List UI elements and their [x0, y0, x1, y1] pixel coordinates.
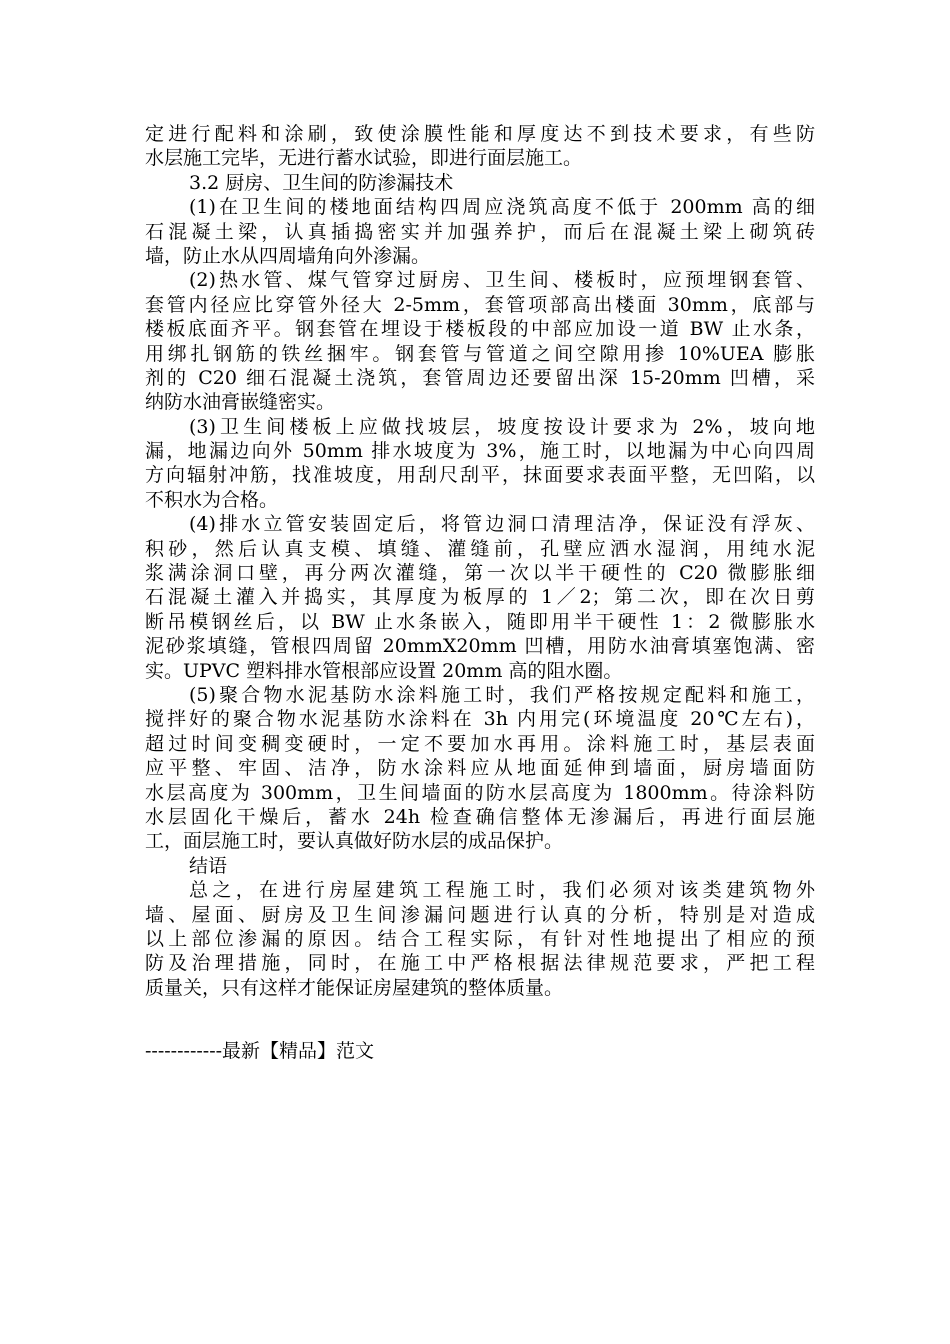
text-line: 防及治理措施，同时，在施工中严格根据法律规范要求，严把工程	[145, 952, 815, 975]
text-line: (2)热水管、煤气管穿过厨房、卫生间、楼板时，应预埋钢套管、	[189, 269, 815, 292]
text-line: 工，面层施工时，要认真做好防水层的成品保护。	[145, 830, 564, 853]
text-line: 超过时间变稠变硬时，一定不要加水再用。涂料施工时，基层表面	[145, 732, 815, 755]
text-line: 楼板底面齐平。钢套管在埋设于楼板段的中部应加设一道 BW 止水条，	[145, 318, 815, 341]
text-line: 套管内径应比穿管外径大 2-5mm，套管项部高出楼面 30mm，底部与	[145, 293, 815, 316]
page-footer: ------------最新【精品】范文	[145, 1040, 375, 1062]
document-body	[145, 122, 815, 1000]
text-line: 积砂，然后认真支模、填缝、灌缝前，孔壁应洒水湿润，用纯水泥	[145, 537, 815, 560]
text-line: 搅拌好的聚合物水泥基防水涂料在 3h 内用完(环境温度 20℃左右)，	[145, 708, 815, 731]
text-line: 不积水为合格。	[145, 488, 279, 511]
text-line: 纳防水油膏嵌缝密实。	[145, 391, 336, 414]
text-line: 浆满涂洞口壁，再分两次灌缝，第一次以半干硬性的 C20 微膨胀细	[145, 562, 815, 585]
text-line: 实。UPVC 塑料排水管根部应设置 20mm 高的阻水圈。	[145, 659, 623, 682]
text-line: 水层固化干燥后，蓄水 24h 检查确信整体无渗漏后，再进行面层施	[145, 805, 815, 828]
text-line: (5)聚合物水泥基防水涂料施工时，我们严格按规定配料和施工，	[189, 683, 815, 706]
text-line: 水层施工完毕，无进行蓄水试验，即进行面层施工。	[145, 147, 583, 170]
text-line: (4)排水立管安装固定后，将管边洞口清理洁净，保证没有浮灰、	[189, 513, 815, 536]
text-line: 断吊模钢丝后，以 BW 止水条嵌入，随即用半干硬性 1：2 微膨胀水	[145, 610, 815, 633]
text-line: 方向辐射冲筋，找准坡度，用刮尺刮平，抹面要求表面平整，无凹陷，以	[145, 464, 815, 487]
text-line: 漏，地漏边向外 50mm 排水坡度为 3%，施工时，以地漏为中心向四周	[145, 440, 815, 463]
text-line: 泥砂浆填缝，管根四周留 20mmX20mm 凹槽，用防水油膏填塞饱满、密	[145, 635, 815, 658]
text-line: 以上部位渗漏的原因。结合工程实际，有针对性地提出了相应的预	[145, 927, 815, 950]
text-line: (3)卫生间楼板上应做找坡层，坡度按设计要求为 2%，坡向地	[189, 415, 815, 438]
text-line: 质量关，只有这样才能保证房屋建筑的整体质量。	[145, 976, 564, 999]
text-line: (1)在卫生间的楼地面结构四周应浇筑高度不低于 200mm 高的细	[189, 196, 815, 219]
text-line: 墙、屋面、厨房及卫生间渗漏问题进行认真的分析，特别是对造成	[145, 903, 815, 926]
text-line: 用绑扎钢筋的铁丝捆牢。钢套管与管道之间空隙用掺 10%UEA 膨胀	[145, 342, 815, 365]
text-line: 定进行配料和涂刷，致使涂膜性能和厚度达不到技术要求，有些防	[145, 123, 815, 145]
text-line: 应平整、牢固、洁净，防水涂料应从地面延伸到墙面，厨房墙面防	[145, 757, 815, 780]
section-heading: 3.2 厨房、卫生间的防渗漏技术	[189, 171, 454, 194]
text-line: 剂的 C20 细石混凝土浇筑，套管周边还要留出深 15-20mm 凹槽，采	[145, 366, 815, 389]
text-line: 总之，在进行房屋建筑工程施工时，我们必须对该类建筑物外	[189, 879, 815, 902]
text-line: 石混凝土灌入并捣实，其厚度为板厚的 1／2；第二次，即在次日剪	[145, 586, 815, 609]
section-heading: 结语	[189, 854, 228, 877]
text-line: 水层高度为 300mm，卫生间墙面的防水层高度为 1800mm。待涂料防	[145, 781, 815, 804]
text-line: 石混凝土梁，认真插捣密实并加强养护，而后在混凝土梁上砌筑砖	[145, 220, 815, 243]
text-line: 墙，防止水从四周墙角向外渗漏。	[145, 244, 431, 267]
